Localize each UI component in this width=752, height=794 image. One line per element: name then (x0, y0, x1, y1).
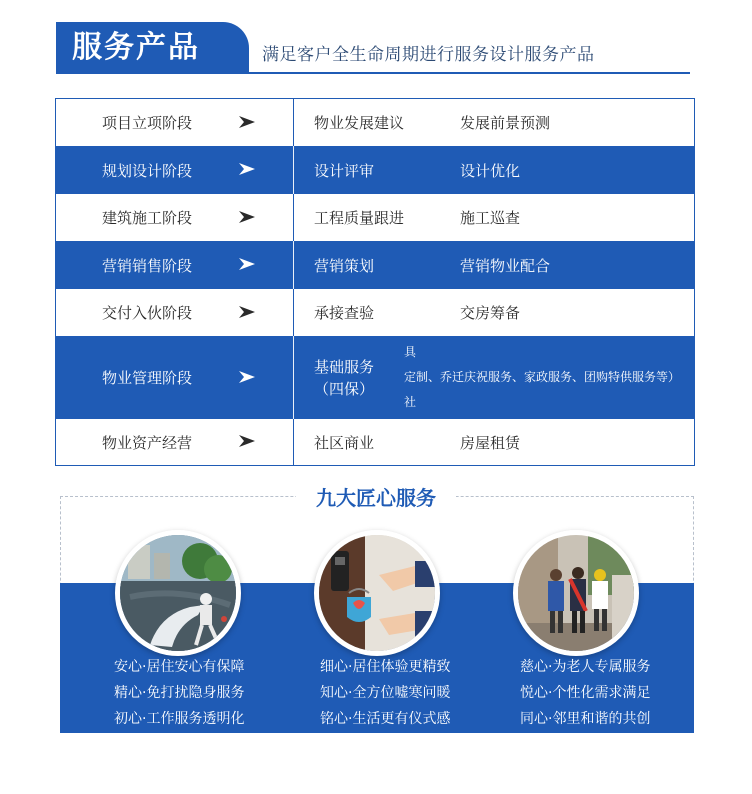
street-cleaning-photo (115, 530, 241, 656)
service-label: 物业发展建议 (314, 114, 405, 132)
service-label: 设计评审 (314, 161, 375, 180)
arrow-right-icon (238, 305, 260, 321)
service-item: 同心·邻里和谐的共创 (520, 711, 651, 727)
arrow-right-icon (238, 370, 260, 386)
detail-label: 设计优化 (460, 161, 521, 180)
stage-label: 项目立项阶段 (102, 114, 193, 132)
service-item: 细心·居住体验更精致 (320, 659, 451, 675)
arrow-right-icon (238, 434, 260, 450)
detail-line: 居家便民服务（拎包入住、便民设施、装修服务、家具 (404, 320, 681, 359)
service-column (520, 654, 690, 732)
column-divider (293, 194, 294, 241)
arrow-right-icon (238, 210, 260, 226)
arrow-right-icon (238, 162, 260, 178)
service-column (320, 654, 490, 732)
column-divider (293, 99, 294, 146)
stage-label: 交付入伙阶段 (102, 304, 193, 322)
table-row (56, 194, 694, 241)
table-row (56, 320, 694, 419)
service-item: 悦心·个性化需求满足 (520, 685, 651, 701)
staff-greeting-photo (513, 530, 639, 656)
service-line: （四保） (314, 379, 375, 398)
column-divider (293, 289, 294, 336)
arrow-right-icon (238, 115, 260, 131)
service-line: 基础服务 (314, 357, 375, 376)
page-subtitle: 满足客户全生命周期进行服务设计服务产品 (262, 45, 595, 65)
page-title: 服务产品 (72, 30, 200, 65)
stage-label: 建筑施工阶段 (102, 209, 193, 227)
service-item: 安心·居住安心有保障 (114, 659, 245, 675)
service-label: 社区商业 (314, 433, 375, 452)
service-item: 初心·工作服务透明化 (114, 711, 245, 727)
service-item: 慈心·为老人专属服务 (520, 659, 651, 675)
column-divider (293, 419, 294, 465)
door-hanger-photo (314, 530, 440, 656)
arrow-right-icon (238, 257, 260, 273)
table-row (56, 241, 694, 289)
header-underline (56, 72, 690, 74)
detail-label: 交房筹备 (460, 304, 521, 322)
stage-label: 物业资产经营 (102, 433, 193, 452)
service-item: 知心·全方位嘘寒问暖 (320, 685, 451, 701)
nine-services-title: 九大匠心服务 (296, 482, 456, 514)
detail-label: 房屋租赁 (460, 433, 521, 452)
detail-label: 施工巡查 (460, 209, 521, 227)
stage-label: 规划设计阶段 (102, 161, 193, 180)
service-label (314, 356, 394, 400)
service-item: 精心·免打扰隐身服务 (114, 685, 245, 701)
table-row (56, 146, 694, 194)
detail-line: 定制、乔迁庆祝服务、家政服务、团购特供服务等）社 (404, 370, 681, 409)
service-label: 承接查验 (314, 304, 375, 322)
column-divider (293, 146, 294, 194)
column-divider (293, 336, 294, 419)
detail-label: 营销物业配合 (460, 256, 551, 275)
service-label: 工程质量跟进 (314, 209, 405, 227)
detail-label: 发展前景预测 (460, 114, 551, 132)
service-table (55, 98, 695, 466)
table-row (56, 419, 694, 465)
stage-label: 物业管理阶段 (102, 369, 193, 387)
column-divider (293, 241, 294, 289)
service-column (114, 654, 284, 732)
stage-label: 营销销售阶段 (102, 256, 193, 275)
service-label: 营销策划 (314, 256, 375, 275)
service-item: 铭心·生活更有仪式感 (320, 711, 451, 727)
table-row (56, 99, 694, 146)
